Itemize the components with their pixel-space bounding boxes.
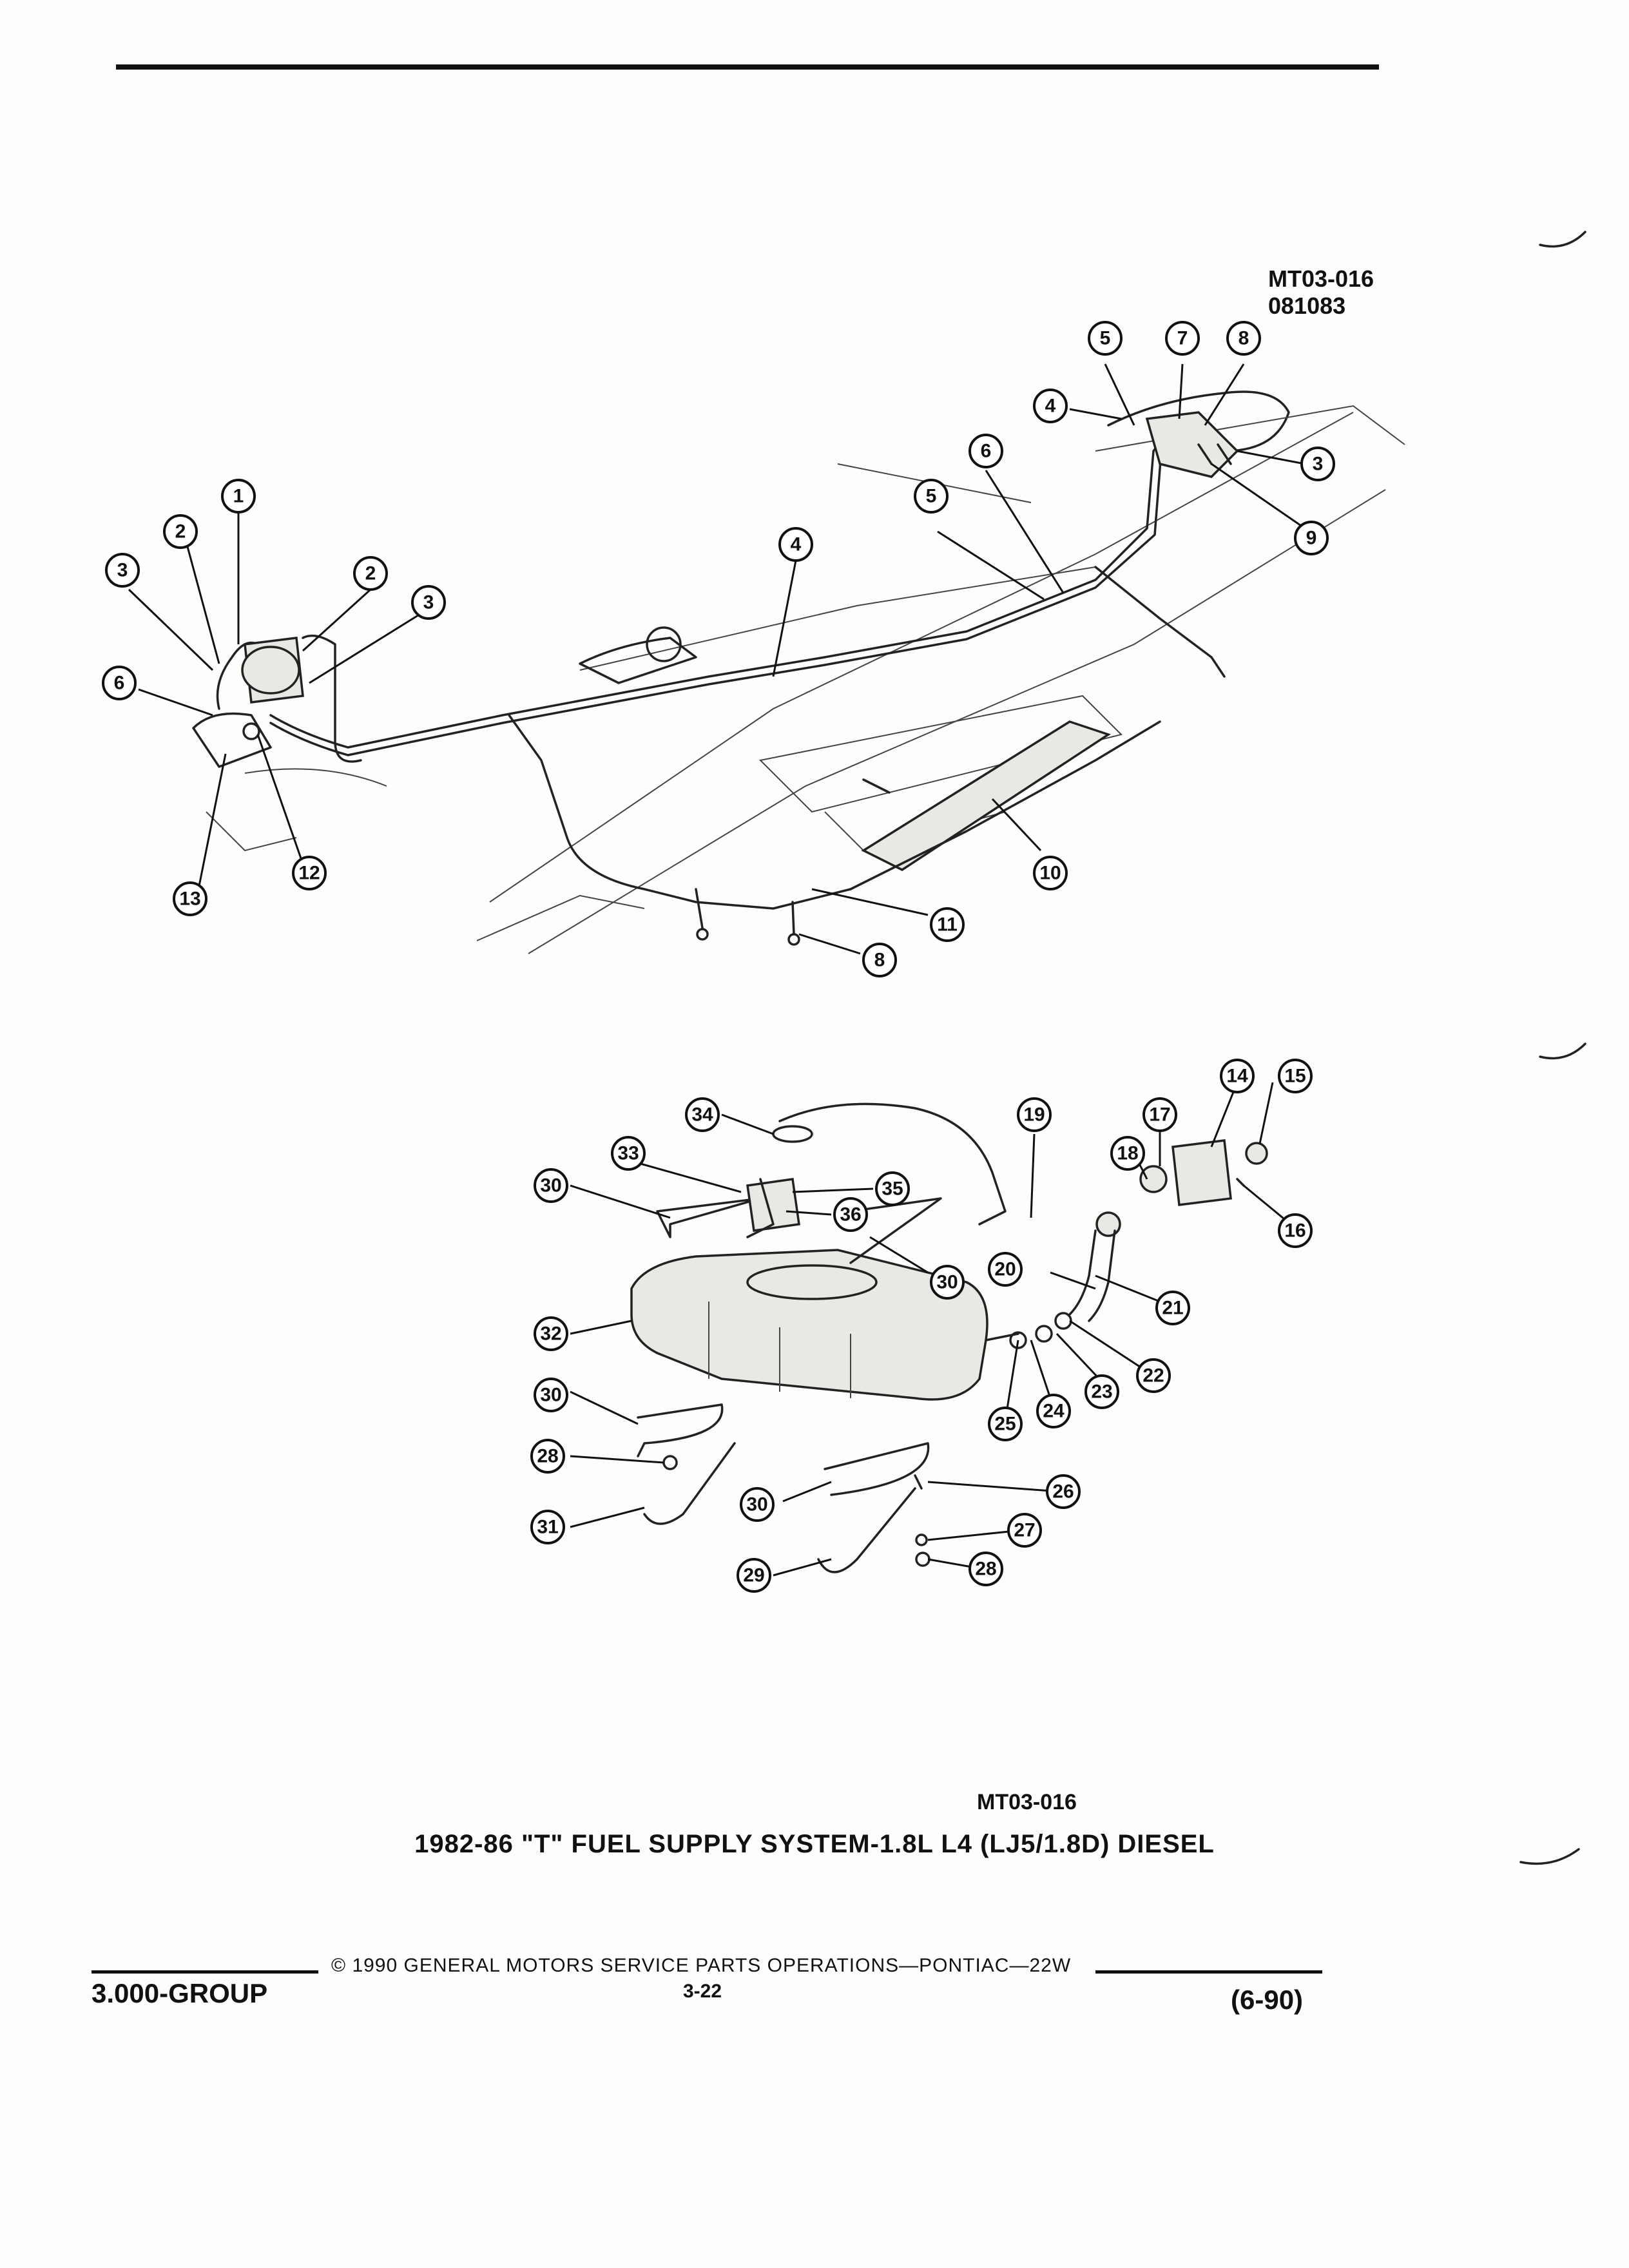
page-number: 3-22 xyxy=(683,1981,722,2002)
callout-label: 22 xyxy=(1142,1365,1164,1387)
callout-label: 1 xyxy=(233,485,244,507)
callout-28 xyxy=(970,1553,1002,1585)
callout-label: 15 xyxy=(1284,1065,1306,1087)
callout-label: 8 xyxy=(1238,327,1249,349)
filler-neck-assembly xyxy=(1010,1140,1267,1348)
callout-24 xyxy=(1037,1395,1070,1427)
callout-label: 2 xyxy=(175,521,186,543)
callout-21 xyxy=(1157,1292,1189,1324)
callout-15 xyxy=(1279,1060,1311,1092)
callout-33 xyxy=(612,1137,644,1169)
callout-1 xyxy=(222,480,255,512)
callout-label: 34 xyxy=(691,1104,713,1126)
callout-22 xyxy=(1137,1360,1170,1392)
callout-4 xyxy=(780,528,812,561)
callout-7 xyxy=(1166,322,1199,354)
callout-3 xyxy=(1302,448,1334,480)
callout-5 xyxy=(1089,322,1121,354)
callout-16 xyxy=(1279,1215,1311,1247)
callout-label: 18 xyxy=(1117,1142,1139,1164)
footer-rule-right xyxy=(1095,1970,1322,1974)
callout-32 xyxy=(535,1318,567,1350)
callout-label: 6 xyxy=(980,440,992,462)
callout-label: 33 xyxy=(617,1142,639,1164)
callout-label: 29 xyxy=(743,1564,765,1586)
callout-30 xyxy=(931,1266,963,1298)
callout-label: 5 xyxy=(925,485,937,507)
callout-19 xyxy=(1018,1099,1050,1131)
callout-3 xyxy=(412,586,445,619)
callout-label: 6 xyxy=(113,672,125,694)
chassis-illustration xyxy=(206,392,1405,954)
callout-3 xyxy=(106,554,139,586)
callout-8 xyxy=(1228,322,1260,354)
callout-8 xyxy=(863,944,896,976)
footer-date: (6-90) xyxy=(1231,1984,1304,2015)
callout-label: 12 xyxy=(298,862,320,884)
callout-29 xyxy=(738,1559,770,1591)
callout-label: 3 xyxy=(1312,453,1324,475)
callout-label: 30 xyxy=(540,1384,562,1406)
callout-2 xyxy=(164,515,197,548)
figure-caption: 1982-86 "T" FUEL SUPPLY SYSTEM-1.8L L4 (LJ5/1.8D) DIESEL xyxy=(414,1830,1215,1858)
callout-label: 32 xyxy=(540,1323,562,1345)
callout-label: 19 xyxy=(1023,1104,1045,1126)
callout-label: 11 xyxy=(937,914,958,936)
callout-label: 4 xyxy=(1045,395,1056,417)
callout-label: 24 xyxy=(1043,1400,1065,1422)
footer-copyright: © 1990 GENERAL MOTORS SERVICE PARTS OPERATIONS—PONTIAC—22W xyxy=(331,1955,1072,1976)
callout-34 xyxy=(686,1099,718,1131)
callout-label: 27 xyxy=(1014,1519,1036,1541)
callout-30 xyxy=(535,1379,567,1411)
callout-30 xyxy=(741,1488,773,1521)
callout-label: 28 xyxy=(537,1445,559,1467)
callout-label: 2 xyxy=(365,562,376,584)
callout-18 xyxy=(1112,1137,1144,1169)
callout-20 xyxy=(989,1253,1021,1285)
callout-label: 36 xyxy=(840,1204,862,1225)
callout-5 xyxy=(915,480,947,512)
figure-code: MT03-016 xyxy=(977,1790,1077,1814)
callout-label: 13 xyxy=(179,888,201,910)
callout-17 xyxy=(1144,1099,1176,1131)
callout-35 xyxy=(876,1173,909,1205)
callout-label: 30 xyxy=(936,1271,958,1293)
callout-11 xyxy=(931,908,963,941)
callout-label: 30 xyxy=(540,1175,562,1196)
callout-12 xyxy=(293,857,325,889)
callout-label: 30 xyxy=(746,1494,768,1515)
callout-14 xyxy=(1221,1060,1253,1092)
callout-label: 9 xyxy=(1306,527,1317,549)
callout-label: 35 xyxy=(882,1178,903,1200)
callout-6 xyxy=(970,435,1002,467)
page-mark xyxy=(1540,1044,1585,1059)
callout-27 xyxy=(1008,1514,1041,1546)
callout-26 xyxy=(1047,1475,1079,1508)
callout-label: 28 xyxy=(975,1558,997,1580)
callout-label: 3 xyxy=(117,559,128,581)
callout-36 xyxy=(834,1198,867,1231)
callout-label: 20 xyxy=(994,1258,1016,1280)
callout-label: 7 xyxy=(1177,327,1188,349)
callout-13 xyxy=(174,883,206,915)
callout-label: 17 xyxy=(1149,1104,1171,1126)
callout-label: 25 xyxy=(994,1413,1016,1435)
footer-group: 3.000-GROUP xyxy=(92,1978,268,2008)
callout-label: 3 xyxy=(423,591,434,613)
callout-label: 4 xyxy=(790,533,802,555)
callout-label: 23 xyxy=(1091,1381,1113,1403)
callout-label: 16 xyxy=(1284,1220,1306,1242)
callout-31 xyxy=(532,1511,564,1543)
callout-25 xyxy=(989,1408,1021,1440)
footer-rule-left xyxy=(92,1970,318,1974)
figure-id-line-1: MT03-016 xyxy=(1268,265,1374,292)
callout-28 xyxy=(532,1440,564,1472)
mounting-hardware xyxy=(696,780,889,945)
callout-2 xyxy=(354,557,387,590)
callout-4 xyxy=(1034,390,1066,422)
page-mark xyxy=(1540,232,1585,247)
callout-label: 10 xyxy=(1039,862,1061,884)
callout-label: 26 xyxy=(1052,1481,1074,1503)
callout-label: 8 xyxy=(874,949,885,971)
tank-fasteners xyxy=(664,1456,929,1566)
callout-label: 5 xyxy=(1099,327,1111,349)
fuel-sender-unit xyxy=(747,1179,799,1237)
callout-9 xyxy=(1295,522,1327,554)
callout-30 xyxy=(535,1169,567,1202)
callout-10 xyxy=(1034,857,1066,889)
callout-label: 21 xyxy=(1162,1297,1184,1319)
fuel-filter-assembly xyxy=(193,636,361,767)
callout-label: 31 xyxy=(537,1516,559,1538)
callout-23 xyxy=(1086,1376,1118,1408)
figure-id-line-2: 081083 xyxy=(1268,293,1346,319)
callout-label: 14 xyxy=(1226,1065,1248,1087)
callout-6 xyxy=(103,667,135,699)
